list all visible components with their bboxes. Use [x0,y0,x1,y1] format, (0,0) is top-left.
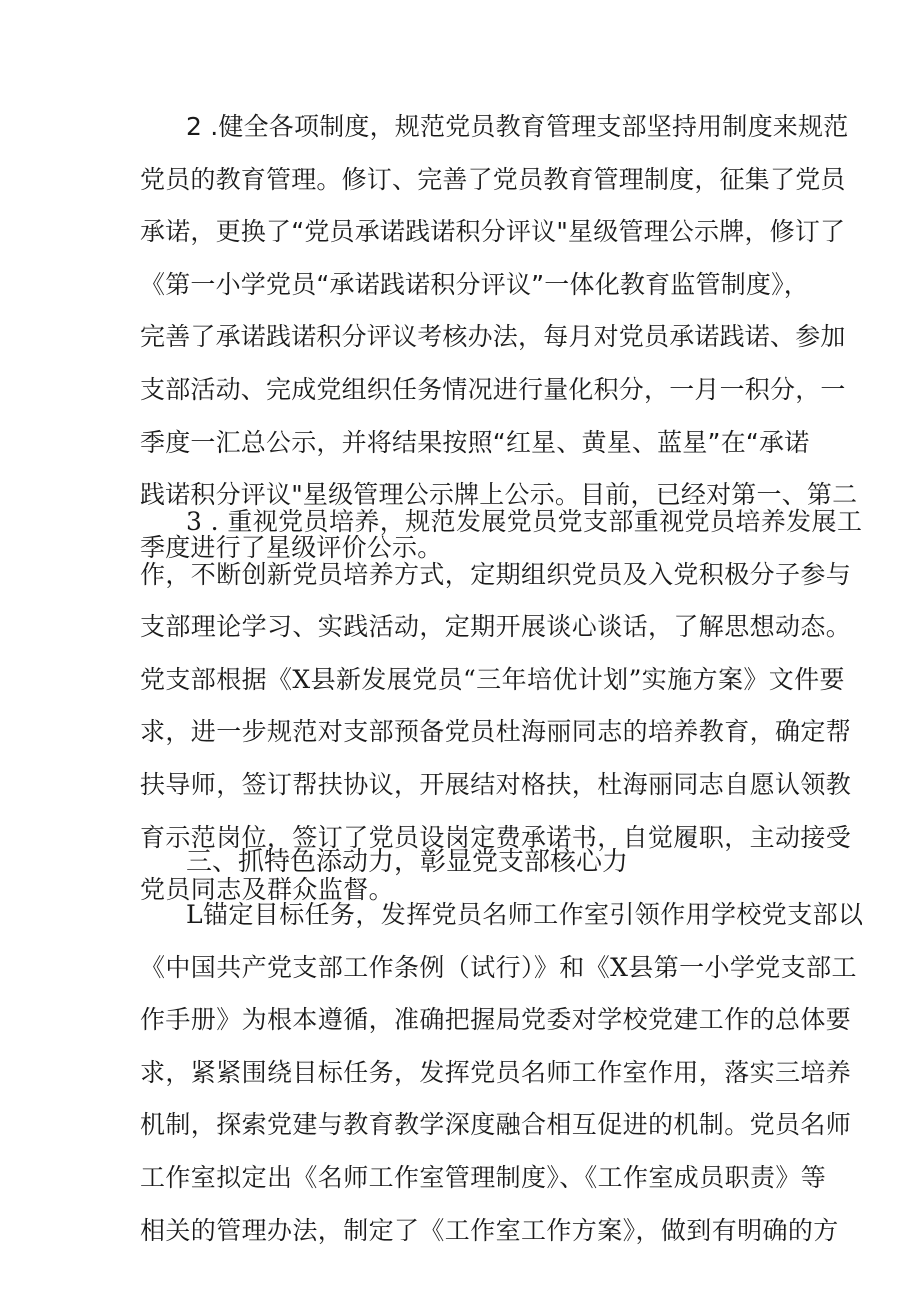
paragraph-line: 支部理论学习、实践活动，定期开展谈心谈话，了解思想动态。 [140,612,852,642]
paragraph-line: 党员同志及群众监督。 [140,875,395,905]
paragraph-line: 3 . 重视党员培养，规范发展党员党支部重视党员培养发展工 [186,507,863,536]
paragraph-line: 季度进行了星级评价公示。 [140,532,443,562]
section-heading-block [140,836,785,889]
paragraph-line: 党支部根据《X县新发展党员“三年培优计划”实施方案》文件要 [140,664,845,694]
paragraph-line: 机制，探索党建与教育教学深度融合相互促进的机制。党员名师 [140,1110,852,1140]
paragraph-line: 践诺积分评议"星级管理公示牌上公示。目前，已经对第一、第二 [140,480,858,510]
paragraph-line: 《第一小学党员“承诺践诺积分评议”一体化教育监管制度》， [140,269,810,299]
paragraph-line: 作手册》为根本遵循，准确把握局党委对学校党建工作的总体要 [140,1005,852,1035]
paragraph-line: 相关的管理办法，制定了《工作室工作方案》，做到有明确的方 [140,1215,839,1245]
paragraph-line: 求，紧紧围绕目标任务，发挥党员名师工作室作用，落实三培养 [140,1057,852,1087]
paragraph-line: 完善了承诺践诺积分评议考核办法，每月对党员承诺践诺、参加 [140,322,846,352]
paragraph-line: 承诺，更换了“党员承诺践诺积分评议"星级管理公示牌，修订了 [140,217,846,247]
paragraph-line: 《中国共产党支部工作条例（试行）》和《X县第一小学党支部工 [140,952,857,982]
paragraph-line: 扶导师，签订帮扶协议，开展结对格扶，杜海丽同志自愿认领教 [140,769,852,799]
section-heading: 三、抓特色添动力，彰显党支部核心力 [186,847,629,877]
paragraph-line: 工作室拟定出《名师工作室管理制度》、《工作室成员职责》等 [140,1162,827,1192]
paragraph-l [140,889,864,1257]
paragraph-line: 季度一汇总公示，并将结果按照“红星、黄星、蓝星”在“承诺 [140,427,810,457]
paragraph-line: 2 .健全各项制度，规范党员教育管理支部坚持用制度来规范 [186,112,849,141]
paragraph-line: L锚定目标任务，发挥党员名师工作室引领作用学校党支部以 [186,900,864,929]
paragraph-line: 育示范岗位，签订了党员设岗定费承诺书，自觉履职，主动接受 [140,822,852,852]
paragraph-line: 作，不断创新党员培养方式，定期组织党员及入党积极分子参与 [140,559,852,589]
paragraph-line: 党员的教育管理。修订、完善了党员教育管理制度，征集了党员 [140,164,846,194]
paragraph-line: 支部活动、完成党组织任务情况进行量化积分，一月一积分，一 [140,374,846,404]
paragraph-line: 求，进一步规范对支部预备党员杜海丽同志的培养教育，确定帮 [140,717,852,747]
